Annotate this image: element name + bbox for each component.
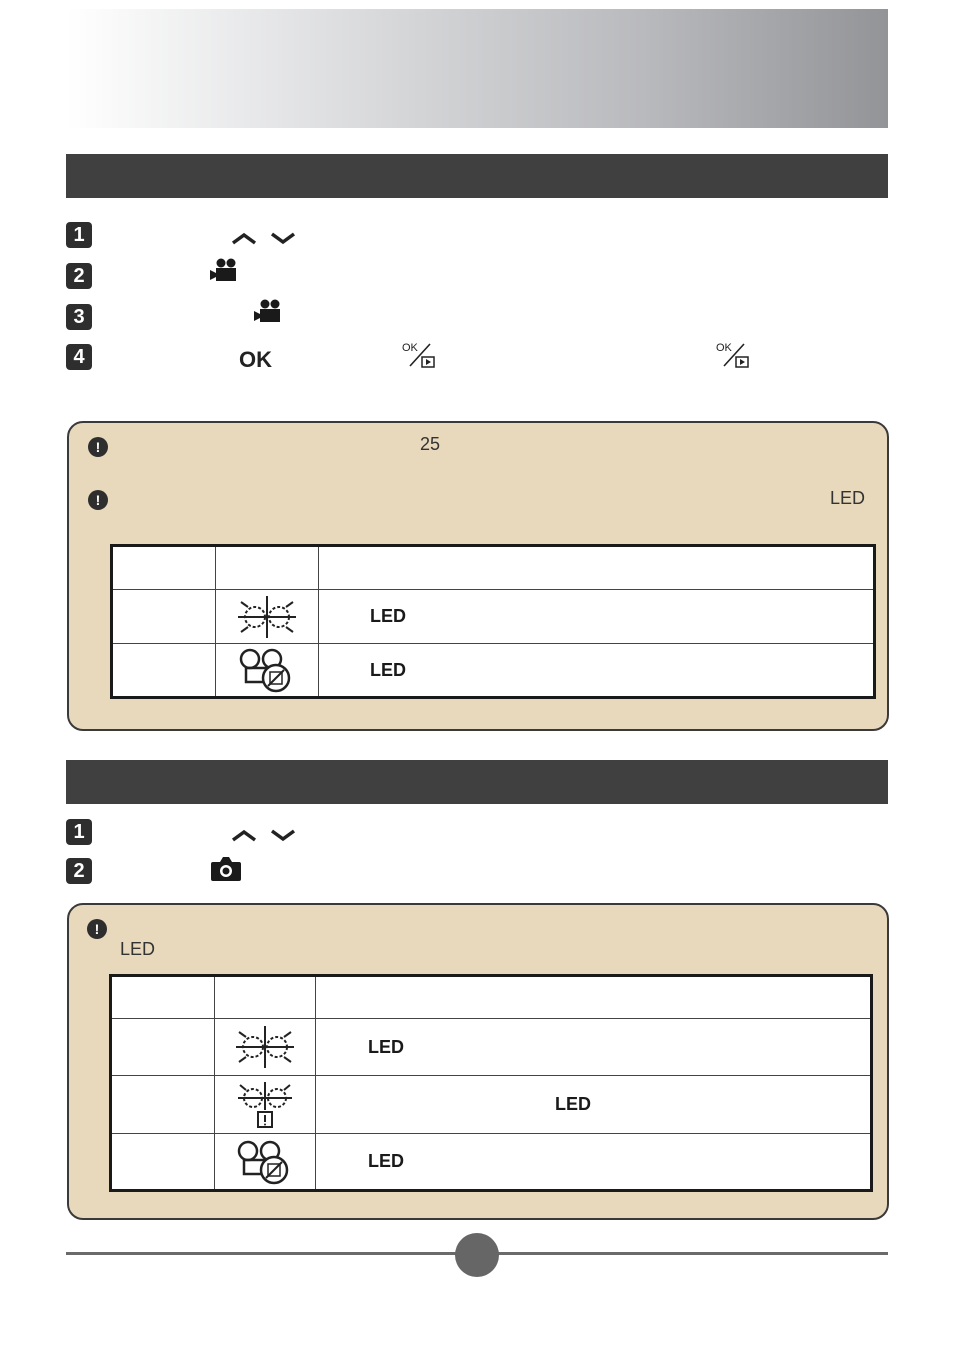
section-bar-video bbox=[66, 154, 888, 198]
chevron-up-icon bbox=[231, 231, 257, 245]
chevron-down-icon bbox=[270, 828, 296, 842]
table-row bbox=[112, 644, 875, 698]
no-card-icon bbox=[238, 646, 296, 694]
ok-play-text: OK bbox=[716, 342, 732, 354]
video-camera-icon bbox=[254, 298, 282, 324]
step-2-badge: 2 bbox=[66, 858, 92, 884]
table-cell bbox=[319, 546, 875, 590]
led-label: LED bbox=[316, 1134, 872, 1191]
photo-led-table bbox=[109, 974, 873, 1192]
ok-play-icon bbox=[402, 340, 436, 370]
video-led-table bbox=[110, 544, 876, 699]
table-row bbox=[111, 1134, 872, 1191]
table-cell bbox=[112, 644, 216, 698]
note-text-led: LED bbox=[120, 939, 156, 959]
table-cell bbox=[112, 546, 216, 590]
table-row bbox=[112, 590, 875, 644]
table-row bbox=[111, 1019, 872, 1076]
no-card-icon bbox=[236, 1138, 294, 1186]
table-cell bbox=[216, 590, 319, 644]
warning-icon: ! bbox=[88, 490, 108, 510]
step-3-badge: 3 bbox=[66, 304, 92, 330]
table-cell bbox=[111, 1134, 215, 1191]
step-4-badge: 4 bbox=[66, 344, 92, 370]
table-cell bbox=[111, 1019, 215, 1076]
table-cell bbox=[111, 1076, 215, 1134]
step-2-badge: 2 bbox=[66, 263, 92, 289]
table-cell bbox=[215, 1134, 316, 1191]
note-text-led: LED bbox=[830, 488, 866, 508]
table-cell bbox=[111, 976, 215, 1019]
warning-icon: ! bbox=[87, 919, 107, 939]
page-number-dot bbox=[455, 1233, 499, 1277]
led-label: LED bbox=[319, 590, 875, 644]
chevron-down-icon bbox=[270, 231, 296, 245]
led-label: LED bbox=[316, 1019, 872, 1076]
table-header-row bbox=[111, 976, 872, 1019]
page-header-band bbox=[66, 9, 888, 128]
ok-play-text: OK bbox=[402, 342, 418, 354]
table-cell bbox=[316, 976, 872, 1019]
section-bar-photo bbox=[66, 760, 888, 804]
warning-icon: ! bbox=[88, 437, 108, 457]
led-label: LED bbox=[319, 644, 875, 698]
step-1-badge: 1 bbox=[66, 819, 92, 845]
camera-icon bbox=[210, 854, 242, 882]
led-label: LED bbox=[316, 1076, 872, 1134]
ok-play-icon bbox=[716, 340, 750, 370]
table-row bbox=[111, 1076, 872, 1134]
table-cell bbox=[112, 590, 216, 644]
chevron-up-icon bbox=[231, 828, 257, 842]
video-camera-icon bbox=[210, 257, 238, 283]
video-note-box bbox=[67, 421, 889, 731]
table-cell bbox=[215, 1019, 316, 1076]
photo-note-box bbox=[67, 903, 889, 1220]
table-cell bbox=[216, 546, 319, 590]
flash-warning-icon bbox=[236, 1080, 294, 1130]
table-cell bbox=[215, 976, 316, 1019]
ok-button-label: OK bbox=[239, 347, 272, 372]
flash-led-icon bbox=[236, 594, 298, 640]
step-1-badge: 1 bbox=[66, 222, 92, 248]
table-header-row bbox=[112, 546, 875, 590]
flash-led-icon bbox=[234, 1024, 296, 1070]
table-cell bbox=[215, 1076, 316, 1134]
note-text-frame-rate: 25 bbox=[420, 434, 441, 454]
table-cell bbox=[216, 644, 319, 698]
